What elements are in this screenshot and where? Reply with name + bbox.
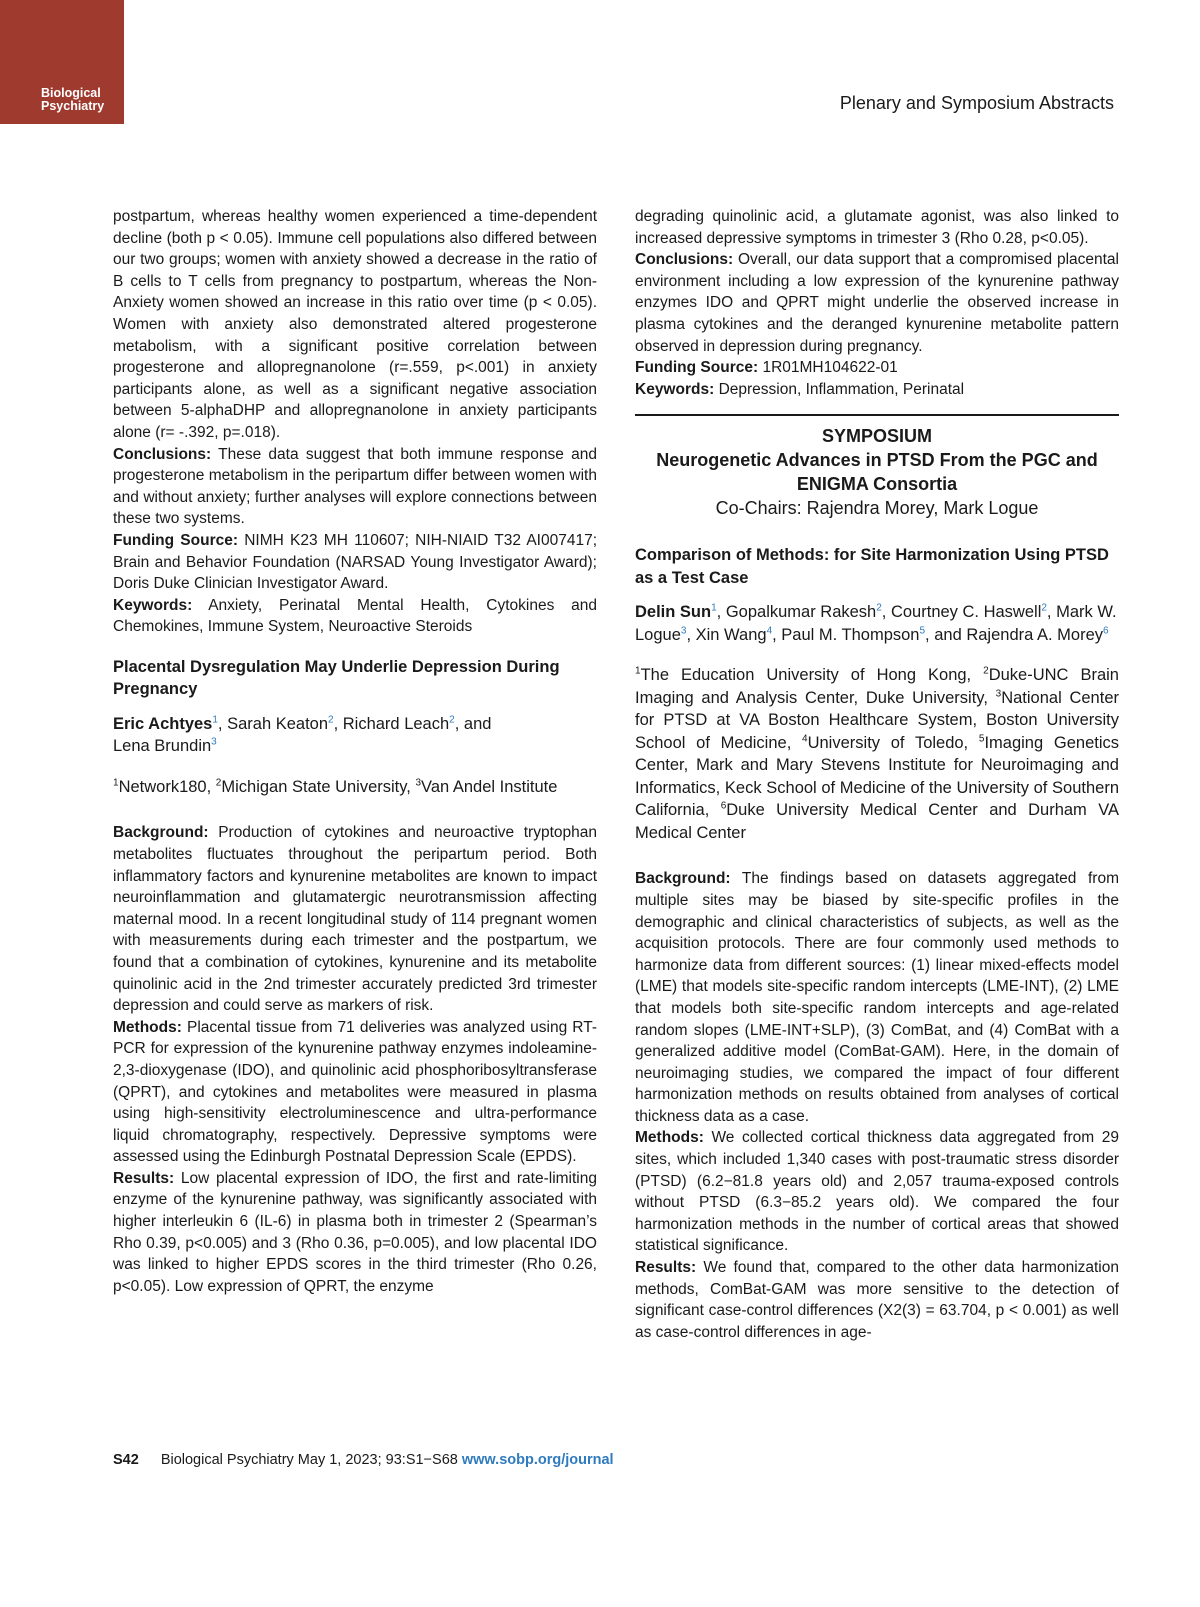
page-number: S42 (113, 1452, 139, 1468)
conclusions-label: Conclusions: (635, 251, 734, 269)
author-list: Delin Sun$^1$, Gopalkumar Rakesh$^2$, Courtney C. Haswell$^2$, Mark W. Logue$^3$, Xin Wang$^4$, Paul M. Thompson$^5$, and Rajendra A. Morey$^6$ (635, 602, 1117, 644)
methods-paragraph (113, 1017, 597, 1168)
results-label: Results: (635, 1259, 697, 1277)
funding-text: 1R01MH104622-01 (762, 359, 898, 377)
right-column (635, 206, 1119, 1343)
author: Courtney C. Haswell (890, 603, 1042, 622)
conclusions-paragraph (635, 249, 1119, 357)
affiliation-number: 5 (978, 733, 985, 745)
affiliation: Duke-UNC Brain Imaging and Analysis Center, Duke University, (635, 666, 1119, 707)
keywords-label: Keywords: (113, 596, 193, 614)
author-ref[interactable]: 2 (449, 714, 455, 726)
affiliation: The Education University of Hong Kong, (640, 666, 972, 685)
funding-label: Funding Source: (113, 531, 239, 549)
affiliation-number: 1 (113, 777, 119, 789)
author: Gopalkumar Rakesh (725, 603, 877, 622)
abstract-title: Comparison of Methods: for Site Harmonization Using PTSD as a Test Case (635, 546, 1109, 587)
results-paragraph (113, 1168, 597, 1298)
affiliation: Duke University Medical Center and Durham VA Medical Center (635, 801, 1119, 842)
left-column (113, 206, 597, 1297)
continued-results-paragraph: degrading quinolinic acid, a glutamate agonist, was also linked to increased depressive symptoms in trimester 3 (Rho 0.28, p<0.05). (635, 208, 1119, 247)
symposium-label: SYMPOSIUM (821, 426, 932, 447)
methods-text: Placental tissue from 71 deliveries was analyzed using RT-PCR for expression of the kynurenine pathway enzymes indoleamine-2,3-dioxygenase (IDO), and quinolinic acid phosphoribosyltransferase (QPRT), and cytokines and metabolites were measured in plasma using high-sensitivity electroluminescence and ultra-performance liquid chromatography, respectively. Depressive symptoms were assessed using the Edinburgh Postnatal Depression Scale (EPDS). (113, 1018, 597, 1166)
background-paragraph (113, 822, 597, 1016)
methods-text: We collected cortical thickness data aggregated from 29 sites, which included 1,340 cases with post-traumatic stress disorder (PTSD) (6.2−81.8 years old) and 2,057 trauma-exposed controls without PTSD (6.3−85.2 years old). We compared the four harmonization methods in the number of cortical areas that showed statistical significance. (635, 1129, 1119, 1255)
running-head: Plenary and Symposium Abstracts (839, 93, 1114, 113)
methods-label: Methods: (635, 1129, 704, 1147)
conjunction: and (934, 625, 962, 644)
affiliation-number: 6 (720, 800, 727, 812)
conclusions-paragraph (113, 444, 597, 530)
conjunction: and (463, 714, 492, 733)
author: Sarah Keaton (227, 714, 329, 733)
author-ref[interactable]: 1 (711, 602, 717, 614)
author: Lena Brundin (113, 737, 212, 756)
funding-label: Funding Source: (635, 359, 759, 377)
symposium-cochairs: Co-Chairs: Rajendra Morey, Mark Logue (715, 498, 1039, 519)
author: Xin Wang (695, 625, 767, 644)
keywords-paragraph (635, 379, 1119, 401)
conclusions-text: These data suggest that both immune response and progesterone metabolism in the peripartum differ between women with and without anxiety; further analyses will explore connections between these two systems. (113, 445, 598, 528)
author-ref[interactable]: 1 (212, 714, 218, 726)
background-text: The findings based on datasets aggregated from multiple sites may be biased by site-specific profiles in the demographic and clinical characteristics of subjects, as well as the acquisition protocols. There are four commonly used methods to harmonize data from different sources: (1) linear mixed-effects model (LME) that models site-specific random intercepts (LME-INT), (2) LME that models both site-specific random intercepts and age-related random slopes (LME-INT+SLP), (3) ComBat, and (4) ComBat with a generalized additive model (ComBat-GAM). Here, in the domain of neuroimaging studies, we compared the impact of four different harmonization methods on results obtained from analyses of cortical thickness data as a case. (635, 870, 1119, 1125)
abstract-title: Placental Dysregulation May Underlie Depression During Pregnancy (113, 657, 560, 699)
keywords-paragraph (113, 595, 597, 638)
journal-logo-tab (0, 0, 124, 124)
author-ref[interactable]: 3 (211, 736, 217, 748)
journal-link[interactable]: www.sobp.org/journal (461, 1452, 614, 1468)
affiliation: National Center for PTSD at VA Boston Healthcare System, Boston University School of Medicine, (635, 688, 1119, 752)
author-ref[interactable]: 2 (328, 714, 334, 726)
affiliations (113, 776, 597, 799)
affiliation: Network180, (118, 777, 212, 796)
affiliation-number: 2 (983, 665, 989, 677)
author-ref[interactable]: 2 (1041, 602, 1047, 614)
results-label: Results: (113, 1169, 175, 1187)
author-ref[interactable]: 3 (680, 625, 687, 637)
keywords-text: Depression, Inflammation, Perinatal (718, 380, 965, 398)
background-text: Production of cytokines and neuroactive tryptophan metabolites fluctuates throughout the peripartum period. Both inflammatory factors and kynurenine metabolites are known to impact neuroinflammation and glutamatergic neurotransmission affecting maternal mood. In a recent longitudinal study of 114 pregnant women with measurements during each trimester and the postpartum, we found that a combination of cytokines, kynurenine and its metabolite quinolinic acid in the 2nd trimester accurately predicted 3rd trimester depression and could serve as markers of risk. (113, 824, 597, 1015)
affiliation-number: 2 (215, 777, 222, 789)
author-ref[interactable]: 4 (766, 625, 773, 637)
results-paragraph (635, 1257, 1119, 1343)
background-paragraph (635, 868, 1119, 1127)
author-list: Eric Achtyes$^1$, Sarah Keaton$^2$, Richard Leach$^2$, and Lena Brundin$^3$ (113, 714, 492, 756)
author: Richard Leach (342, 714, 450, 733)
methods-paragraph (635, 1127, 1119, 1257)
funding-paragraph (113, 530, 597, 595)
results-text: Low placental expression of IDO, the first and rate-limiting enzyme of the kynurenine pathway, was significantly associated with higher interleukin 6 (IL-6) in plasma both in trimester 2 (Spearman’s Rho 0.39, p<0.005) and 3 (Rho 0.36, p=0.005), and low placental IDO was linked to higher EPDS scores in the third trimester (Rho 0.26, p<0.05). Low expression of QPRT, the enzyme (113, 1169, 597, 1295)
presenting-author: Eric Achtyes (113, 714, 213, 733)
methods-label: Methods: (113, 1018, 182, 1036)
author-ref[interactable]: 2 (876, 602, 882, 614)
author: Rajendra A. Morey (966, 625, 1103, 644)
results-text: We found that, compared to the other data harmonization methods, ComBat-GAM was more sensitive to the detection of significant case-control differences (X2(3) = 63.704, p < 0.001) as well as case-control differences in age- (635, 1259, 1119, 1341)
author: Mark W. Logue (635, 603, 1117, 644)
symposium-title: Neurogenetic Advances in PTSD From the PGC and ENIGMA Consortia (656, 450, 1098, 495)
author: Paul M. Thompson (781, 625, 920, 644)
funding-text: NIMH K23 MH 110607; NIH-NIAID T32 AI007417; Brain and Behavior Foundation (NARSAD Young Investigator Award); Doris Duke Clinician Investigator Award. (113, 531, 598, 593)
funding-paragraph (635, 357, 1119, 379)
background-label: Background: (635, 870, 731, 888)
conclusions-text: Overall, our data support that a compromised placental environment including a low expression of the kynurenine pathway enzymes IDO and QPRT might underlie the observed increase in plasma cytokines and the deranged kynurenine metabolite pattern observed in depression during pregnancy. (635, 251, 1119, 355)
affiliation: Van Andel Institute (421, 777, 558, 796)
continued-results-paragraph: postpartum, whereas healthy women experienced a time-dependent decline (both p < 0.05). Immune cell populations also differed between our two groups; women with anxiety showed a decrease in the ratio of B cells to T cells from pregnancy to postpartum, whereas the Non-Anxiety women showed an increase in this ratio over time (p < 0.05). Women with anxiety also demonstrated altered progesterone metabolism, with a significant positive correlation between progesterone and allopregnanolone (r=.559, p<.001) in anxiety participants alone, as well as a significant negative association between 5-alphaDHP and allopregnanolone in anxiety participants alone (r= -.392, p=.018). (113, 208, 597, 441)
affiliation: Michigan State University, (221, 777, 411, 796)
keywords-label: Keywords: (635, 380, 715, 398)
conclusions-label: Conclusions: (113, 445, 212, 463)
keywords-text: Anxiety, Perinatal Mental Health, Cytokines and Chemokines, Immune System, Neuroactive Steroids (113, 596, 597, 636)
page-footer (113, 1452, 614, 1468)
author-ref[interactable]: 6 (1103, 625, 1109, 637)
affiliation-number: 1 (635, 665, 641, 677)
affiliation: University of Toledo, (807, 733, 969, 752)
journal-logo-text: Biological Psychiatry (41, 86, 105, 113)
author-ref[interactable]: 5 (919, 625, 926, 637)
footer-citation: Biological Psychiatry May 1, 2023; 93:S1−S68 (160, 1452, 458, 1468)
affiliation: Imaging Genetics Center, Mark and Mary Stevens Institute for Neuroimaging and Informatics, Keck School of Medicine of the University of Southern California, (635, 733, 1119, 820)
affiliation-number: 3 (995, 688, 1002, 700)
background-label: Background: (113, 824, 209, 842)
affiliation-number: 4 (802, 733, 808, 745)
affiliations (635, 664, 1119, 844)
affiliation-number: 3 (415, 777, 422, 789)
presenting-author: Delin Sun (635, 603, 712, 622)
